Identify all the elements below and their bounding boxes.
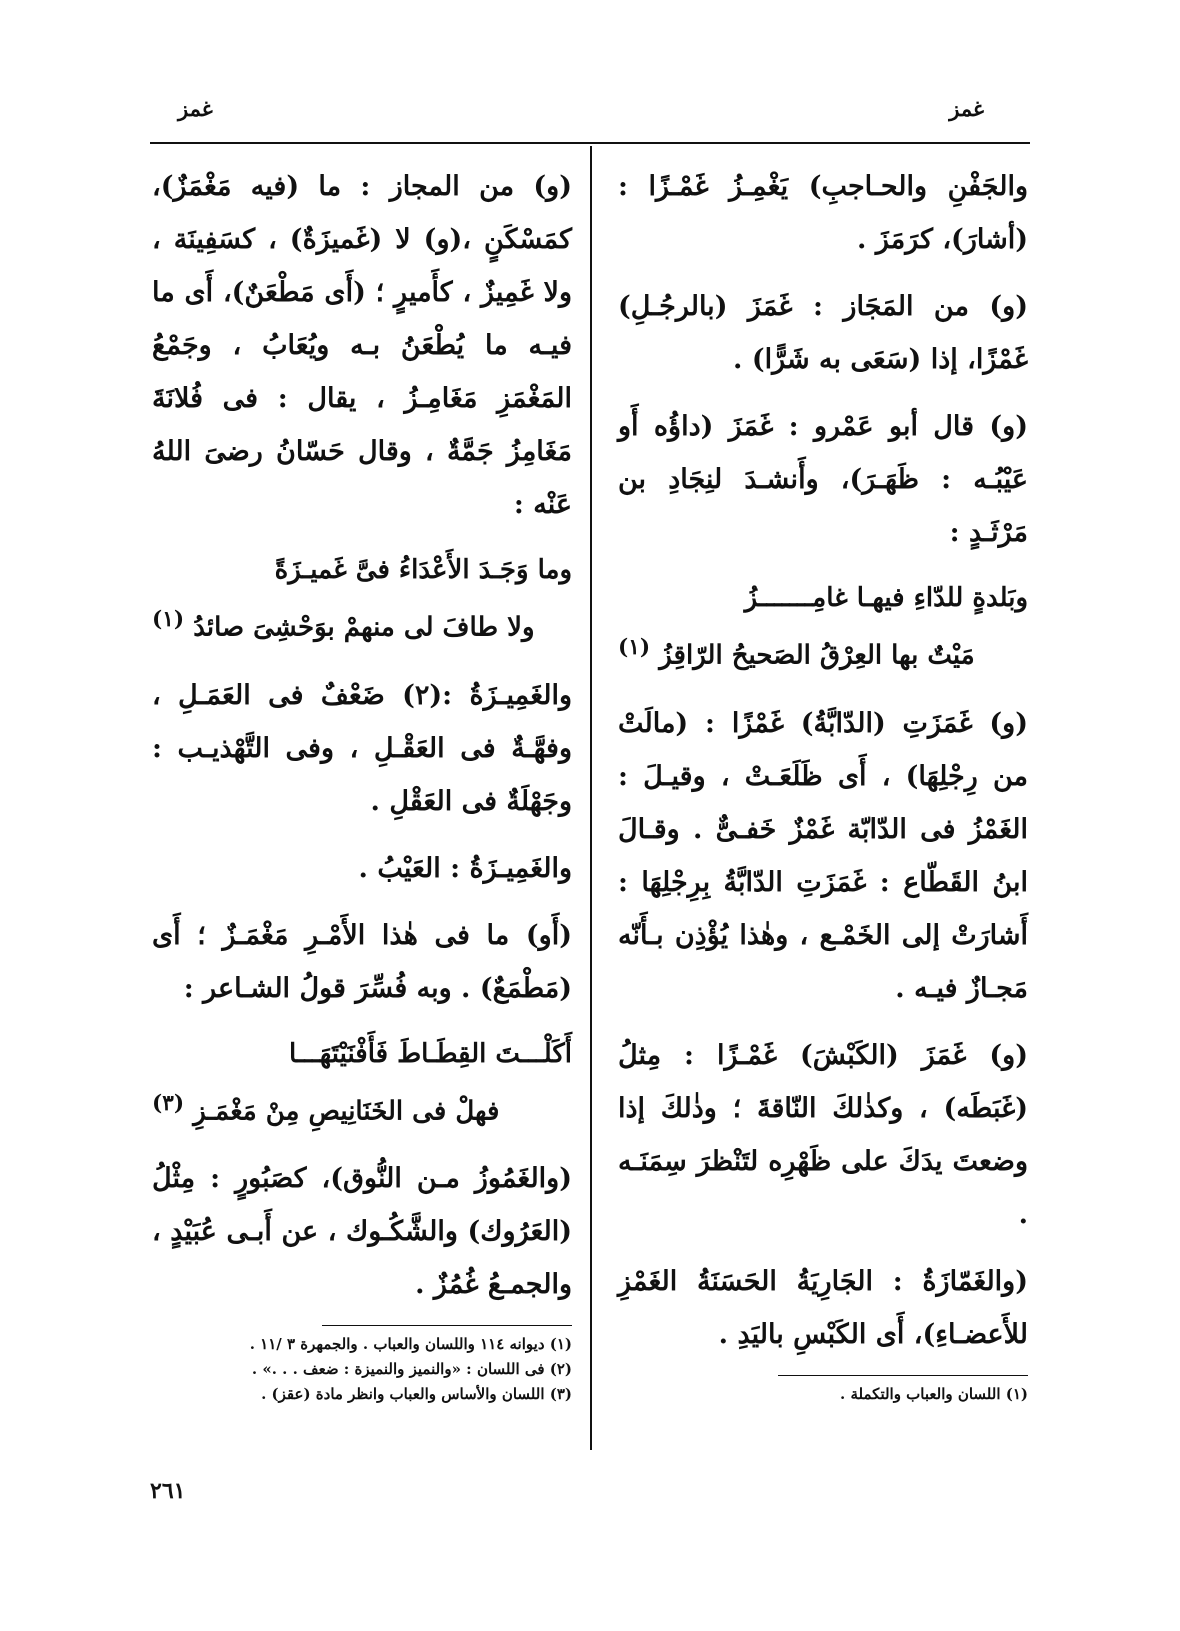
- verse-hemistich-1: أَكَلْـــتَ القِطَـاطَ فَأَفْنَيْتَهَـــا: [289, 1038, 572, 1069]
- left-column: [152, 160, 572, 1407]
- entry-paragraph: (والغَمّازَةُ : الجَارِيَةُ الحَسَنَةُ الغَمْزِ للأَعضـاءِ)، أَى الكَبْسِ باليَدِ .: [618, 1265, 1028, 1350]
- verse-text: ولا طافَ لى منهمْ بوَحْشِىَ صائدُ: [193, 612, 535, 643]
- verse-text: فهلْ فى الخَنَانِيصِ مِنْ مَغْمَـزِ: [193, 1096, 500, 1127]
- footnote-rule: [322, 1325, 572, 1326]
- entry-paragraph: (و) من المجاز : ما (فيه مَغْمَزٌ)، كمَسْكَنٍ ،(و) لا (غَميزَةٌ) ، كسَفِينَة ، ولا غَمِيزٌ ، كأَميرٍ ؛ (أَى مَطْعَنٌ)، أَى ما فيـه ما يُطْعَنُ بـه ويُعَابُ ، وجَمْعُ المَغْمَزِ مَغَامِـزُ ، يقال : فى فُلانَةَ مَغَامِزُ جَمَّةٌ ، وقال حَسّانُ رضىَ اللهُ عَنْه :: [152, 171, 572, 520]
- footnote: (١) ديوانه ١١٤ واللسان والعباب . والجمهرة ٣ /١١ .: [249, 1335, 572, 1354]
- verse-hemistich-2: [152, 1079, 572, 1137]
- entry-paragraph: (والغَمُوزُ مـن النُّوق)، كصَبُورٍ : مِثْلُ (العَرُوك) والشَّكُـوك ، عن أَبـى عُبَيْدٍ ، والجمـعُ غُمُزٌ .: [152, 1163, 572, 1301]
- entry-paragraph: (أَو) ما فى هٰذا الأَمْـرِ مَغْمَـزٌ ؛ أَى (مَطْمَعٌ) . وبه فُسِّرَ قولُ الشـاعر :: [152, 919, 572, 1004]
- running-header-left: غمز: [178, 96, 213, 121]
- entry-paragraph: والجَفْنِ والحـاجبِ) يَغْمِـزُ غَمْـزًا : (أشارَ)، كرَمَزَ .: [618, 171, 1028, 255]
- verse-block: [152, 1029, 572, 1137]
- entry-paragraph: (و) غَمَزَ (الكَبْشَ) غَمْـزًا : مِثلُ (غَبَطَه) ، وكذٰلكَ النّاقةَ ؛ وذٰلكَ إذا وضعتَ يدَكَ على ظَهْرِه لتَنْظرَ سِمَنَـه .: [618, 1039, 1028, 1230]
- entry-paragraph: (و) قال أبو عَمْرو : غَمَزَ (داؤُه أَو عَيْبُـه : ظَهَـرَ)، وأَنشـدَ لنِجَادِ بن مَرْثَـدٍ :: [618, 411, 1028, 548]
- column-divider: [590, 146, 592, 1450]
- footnote: (٣) اللسان والأساس والعباب وانظر مادة (عقز) .: [261, 1385, 572, 1404]
- footnote: (٢) فى اللسان : «والنميز والنميزة : ضعف . . .» .: [251, 1360, 572, 1379]
- verse-text: مَيْتٌ بها العِرْقُ الصَحيحُ الرّاقِزُ: [659, 640, 975, 671]
- header-rule: [150, 142, 1030, 144]
- verse-hemistich-1: وما وَجَـدَ الأَعْدَاءُ فىَّ غَميـزَةً: [274, 555, 572, 585]
- entry-paragraph: (و) غَمَزَتِ (الدّابَّةُ) غَمْزًا : (مالَتْ من رِجْلِهَا) ، أَى ظَلَعَـتْ ، وقيـلَ : الغَمْزُ فى الدّابّة غَمْزٌ خَفـىٌّ . وقـالَ ابنُ القَطّاع : غَمَزَتِ الدّابَّةُ بِرِجْلِهَا : أَشارَتْ إلى الخَمْـع ، وهٰذا يُؤْذِن بـأَنّه مَجـازٌ فيـه .: [618, 707, 1028, 1004]
- running-header-right: غمز: [949, 96, 984, 121]
- page-number: ٢٦١: [150, 1478, 186, 1504]
- footnote-ref: (١): [152, 607, 185, 632]
- verse-block: [618, 573, 1028, 681]
- right-column: [618, 160, 1028, 1407]
- verse-hemistich-1: وبَلدةٍ للدّاءِ فيهـا غامِـــــــزُ: [744, 583, 1028, 613]
- entry-paragraph: والغَمِيـزَةُ :(٢) ضَعْفٌ فى العَمَـلِ ، وفهَّـةٌ فى العَقْـلِ ، وفى التَّهْذيـب : وجَهْلَةٌ فى العَقْلِ .: [152, 679, 572, 817]
- verse-hemistich-2: [152, 595, 572, 653]
- verse-block: [152, 545, 572, 653]
- entry-paragraph: (و) من المَجَاز : غَمَزَ (بالرجُـلِ) غَمْزًا، إذا (سَعَى به شَرًّا) .: [618, 291, 1028, 375]
- footnote-ref: (١): [618, 635, 651, 660]
- footnote: (١) اللسان والعباب والتكملة .: [840, 1384, 1028, 1403]
- entry-paragraph: والغَمِيـزَةُ : العَيْبُ .: [358, 852, 572, 884]
- footnote-ref: (٣): [152, 1090, 185, 1116]
- footnote-rule: [778, 1375, 1028, 1376]
- verse-hemistich-2: [618, 623, 1028, 681]
